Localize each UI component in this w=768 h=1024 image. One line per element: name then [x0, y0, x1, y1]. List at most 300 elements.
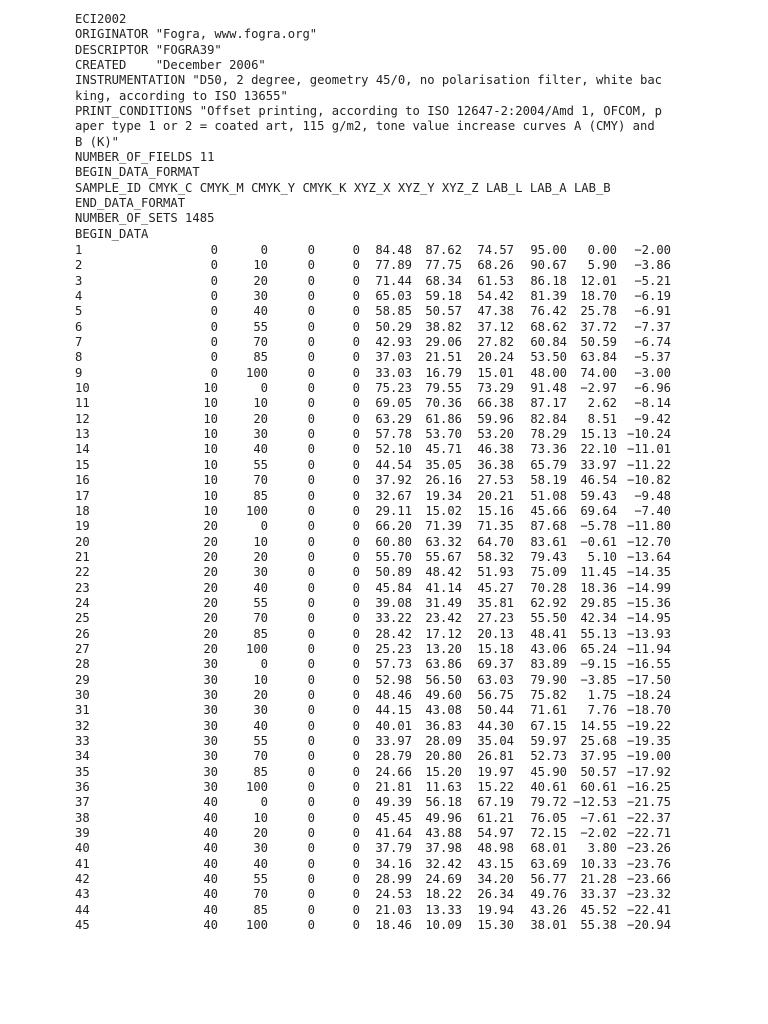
table-row — [75, 611, 695, 626]
lab-b-cell: −17.92 — [626, 764, 671, 779]
lab-l-cell: 86.18 — [530, 273, 567, 288]
lab-a-cell: 15.13 — [580, 427, 617, 442]
header-line: ORIGINATOR "Fogra, www.fogra.org" — [75, 27, 318, 42]
xyz-y-cell: 53.70 — [425, 427, 462, 442]
lab-b-cell: −13.93 — [626, 626, 671, 641]
cmyk-k-cell: 0 — [352, 365, 360, 380]
sample-id-cell: 33 — [75, 734, 90, 748]
xyz-x-cell: 24.53 — [375, 887, 412, 902]
cmyk-k-cell: 0 — [352, 503, 360, 518]
lab-l-cell: 67.15 — [530, 718, 567, 733]
table-row — [75, 289, 695, 304]
cmyk-k-cell: 0 — [352, 734, 360, 748]
sample-id-cell: 36 — [75, 780, 90, 795]
cmyk-y-cell: 0 — [307, 826, 315, 841]
lab-b-cell: −23.32 — [626, 887, 671, 902]
cmyk-m-cell: 10 — [253, 396, 268, 411]
xyz-x-cell: 45.45 — [375, 810, 412, 825]
cmyk-k-cell: 0 — [352, 810, 360, 825]
cmyk-c-cell: 10 — [203, 427, 218, 442]
xyz-z-cell: 20.24 — [477, 350, 514, 365]
cmyk-k-cell: 0 — [352, 626, 360, 641]
cmyk-c-cell: 10 — [203, 457, 218, 472]
table-row — [75, 412, 695, 427]
lab-a-cell: 7.76 — [587, 703, 617, 718]
lab-a-cell: 2.62 — [587, 396, 617, 411]
xyz-y-cell: 20.80 — [425, 749, 462, 764]
xyz-y-cell: 71.39 — [425, 519, 462, 534]
cmyk-y-cell: 0 — [307, 457, 315, 472]
xyz-z-cell: 61.53 — [477, 273, 514, 288]
header-line: CREATED "December 2006" — [75, 58, 266, 73]
header-line: PRINT_CONDITIONS "Offset printing, according to ISO 12647-2:2004/Amd 1, OFCOM, p — [75, 104, 662, 119]
xyz-x-cell: 49.39 — [375, 795, 412, 810]
lab-a-cell: −5.78 — [580, 519, 617, 534]
table-row — [75, 627, 695, 642]
cmyk-c-cell: 20 — [203, 519, 218, 534]
cmyk-c-cell: 0 — [210, 350, 218, 365]
sample-id-cell: 30 — [75, 687, 90, 702]
xyz-z-cell: 73.29 — [477, 381, 514, 396]
cmyk-k-cell: 0 — [352, 611, 360, 626]
xyz-y-cell: 56.50 — [425, 672, 462, 687]
xyz-z-cell: 54.42 — [477, 289, 514, 304]
xyz-x-cell: 57.73 — [375, 657, 412, 672]
sample-id-cell: 19 — [75, 519, 90, 534]
xyz-y-cell: 26.16 — [425, 473, 462, 488]
cmyk-m-cell: 0 — [260, 381, 268, 396]
xyz-z-cell: 71.35 — [477, 519, 514, 534]
header-line: king, according to ISO 13655" — [75, 88, 288, 103]
lab-b-cell: −17.50 — [626, 672, 671, 687]
cmyk-c-cell: 20 — [203, 611, 218, 626]
cmyk-m-cell: 100 — [245, 365, 268, 380]
cmyk-y-cell: 0 — [307, 258, 315, 273]
cmyk-y-cell: 0 — [307, 442, 315, 457]
cmyk-k-cell: 0 — [352, 335, 360, 350]
xyz-y-cell: 29.06 — [425, 335, 462, 350]
xyz-x-cell: 55.70 — [375, 549, 412, 564]
xyz-z-cell: 61.21 — [477, 810, 514, 825]
xyz-y-cell: 45.71 — [425, 442, 462, 457]
lab-l-cell: 78.29 — [530, 427, 567, 442]
xyz-z-cell: 15.01 — [477, 365, 514, 380]
cmyk-k-cell: 0 — [352, 519, 360, 534]
table-row — [75, 581, 695, 596]
cmyk-k-cell: 0 — [352, 795, 360, 810]
lab-l-cell: 71.61 — [530, 703, 567, 718]
cmyk-c-cell: 10 — [203, 503, 218, 518]
lab-a-cell: 45.52 — [580, 902, 617, 917]
lab-a-cell: 11.45 — [580, 565, 617, 580]
xyz-y-cell: 48.42 — [425, 565, 462, 580]
sample-id-cell: 21 — [75, 549, 90, 564]
header-line: BEGIN_DATA_FORMAT — [75, 165, 200, 180]
cmyk-k-cell: 0 — [352, 473, 360, 488]
cmyk-c-cell: 0 — [210, 319, 218, 334]
cmyk-m-cell: 70 — [253, 473, 268, 488]
xyz-z-cell: 59.96 — [477, 411, 514, 426]
cmyk-k-cell: 0 — [352, 872, 360, 887]
xyz-z-cell: 56.75 — [477, 687, 514, 702]
lab-a-cell: −2.97 — [580, 381, 617, 396]
sample-id-cell: 23 — [75, 580, 90, 595]
cmyk-k-cell: 0 — [352, 918, 360, 933]
lab-a-cell: 25.68 — [580, 734, 617, 748]
cmyk-k-cell: 0 — [352, 841, 360, 856]
xyz-x-cell: 50.29 — [375, 319, 412, 334]
table-row — [75, 749, 695, 764]
sample-id-cell: 17 — [75, 488, 90, 503]
xyz-z-cell: 44.30 — [477, 718, 514, 733]
sample-id-cell: 7 — [75, 335, 83, 350]
sample-id-cell: 11 — [75, 396, 90, 411]
xyz-x-cell: 24.66 — [375, 764, 412, 779]
cmyk-y-cell: 0 — [307, 641, 315, 656]
table-row — [75, 918, 695, 933]
sample-id-cell: 9 — [75, 365, 83, 380]
cmyk-m-cell: 10 — [253, 534, 268, 549]
lab-a-cell: 5.90 — [587, 258, 617, 273]
xyz-x-cell: 75.23 — [375, 381, 412, 396]
sample-id-cell: 15 — [75, 457, 90, 472]
header-line: aper type 1 or 2 = coated art, 115 g/m2, tone value increase curves A (CMY) and — [75, 119, 655, 134]
cmyk-k-cell: 0 — [352, 902, 360, 917]
xyz-y-cell: 17.12 — [425, 626, 462, 641]
xyz-y-cell: 24.69 — [425, 872, 462, 887]
sample-id-cell: 35 — [75, 764, 90, 779]
lab-l-cell: 68.01 — [530, 841, 567, 856]
cmyk-k-cell: 0 — [352, 488, 360, 503]
table-row — [75, 857, 695, 872]
xyz-x-cell: 48.46 — [375, 687, 412, 702]
xyz-x-cell: 37.92 — [375, 473, 412, 488]
xyz-z-cell: 43.15 — [477, 856, 514, 871]
xyz-x-cell: 71.44 — [375, 273, 412, 288]
cmyk-y-cell: 0 — [307, 856, 315, 871]
xyz-y-cell: 32.42 — [425, 856, 462, 871]
xyz-x-cell: 45.84 — [375, 580, 412, 595]
lab-b-cell: −15.36 — [626, 595, 671, 610]
xyz-y-cell: 49.96 — [425, 810, 462, 825]
cmyk-m-cell: 30 — [253, 703, 268, 718]
xyz-z-cell: 15.16 — [477, 503, 514, 518]
xyz-y-cell: 43.08 — [425, 703, 462, 718]
xyz-y-cell: 63.32 — [425, 534, 462, 549]
cmyk-y-cell: 0 — [307, 335, 315, 350]
cmyk-y-cell: 0 — [307, 427, 315, 442]
cmyk-y-cell: 0 — [307, 319, 315, 334]
cmyk-c-cell: 20 — [203, 626, 218, 641]
cmyk-m-cell: 85 — [253, 488, 268, 503]
xyz-y-cell: 77.75 — [425, 258, 462, 273]
cmyk-k-cell: 0 — [352, 381, 360, 396]
lab-b-cell: −6.91 — [634, 304, 671, 319]
cmyk-m-cell: 70 — [253, 335, 268, 350]
xyz-z-cell: 53.20 — [477, 427, 514, 442]
header-line: BEGIN_DATA — [75, 226, 149, 241]
table-row — [75, 903, 695, 918]
lab-l-cell: 70.28 — [530, 580, 567, 595]
cmyk-k-cell: 0 — [352, 442, 360, 457]
cmyk-k-cell: 0 — [352, 549, 360, 564]
cmyk-k-cell: 0 — [352, 687, 360, 702]
lab-a-cell: 18.70 — [580, 289, 617, 304]
cmyk-c-cell: 10 — [203, 473, 218, 488]
lab-l-cell: 79.72 — [530, 795, 567, 810]
cmyk-y-cell: 0 — [307, 703, 315, 718]
lab-b-cell: −11.22 — [626, 457, 671, 472]
xyz-z-cell: 50.44 — [477, 703, 514, 718]
table-row — [75, 396, 695, 411]
cmyk-c-cell: 10 — [203, 442, 218, 457]
cmyk-k-cell: 0 — [352, 534, 360, 549]
xyz-z-cell: 35.04 — [477, 734, 514, 748]
xyz-y-cell: 15.20 — [425, 764, 462, 779]
xyz-x-cell: 37.79 — [375, 841, 412, 856]
xyz-x-cell: 57.78 — [375, 427, 412, 442]
table-row — [75, 811, 695, 826]
sample-id-cell: 18 — [75, 503, 90, 518]
sample-id-cell: 45 — [75, 918, 90, 933]
xyz-z-cell: 68.26 — [477, 258, 514, 273]
cmyk-c-cell: 30 — [203, 764, 218, 779]
cmyk-c-cell: 20 — [203, 595, 218, 610]
cmyk-y-cell: 0 — [307, 841, 315, 856]
cmyk-k-cell: 0 — [352, 595, 360, 610]
cmyk-y-cell: 0 — [307, 595, 315, 610]
cmyk-c-cell: 40 — [203, 841, 218, 856]
xyz-z-cell: 19.97 — [477, 764, 514, 779]
cmyk-k-cell: 0 — [352, 319, 360, 334]
cmyk-k-cell: 0 — [352, 641, 360, 656]
cmyk-c-cell: 30 — [203, 687, 218, 702]
sample-id-cell: 8 — [75, 350, 83, 365]
table-row — [75, 719, 695, 734]
cmyk-y-cell: 0 — [307, 902, 315, 917]
cmyk-m-cell: 10 — [253, 672, 268, 687]
cmyk-m-cell: 0 — [260, 519, 268, 534]
header-line: NUMBER_OF_FIELDS 11 — [75, 150, 215, 165]
cmyk-y-cell: 0 — [307, 488, 315, 503]
cmyk-m-cell: 30 — [253, 289, 268, 304]
lab-a-cell: 5.10 — [587, 549, 617, 564]
xyz-z-cell: 35.81 — [477, 595, 514, 610]
lab-b-cell: −23.66 — [626, 872, 671, 887]
lab-l-cell: 49.76 — [530, 887, 567, 902]
sample-id-cell: 4 — [75, 289, 83, 304]
lab-b-cell: −14.95 — [626, 611, 671, 626]
xyz-x-cell: 84.48 — [375, 243, 412, 257]
xyz-z-cell: 15.22 — [477, 780, 514, 795]
xyz-y-cell: 50.57 — [425, 304, 462, 319]
lab-l-cell: 60.84 — [530, 335, 567, 350]
table-row — [75, 442, 695, 457]
xyz-y-cell: 43.88 — [425, 826, 462, 841]
xyz-z-cell: 19.94 — [477, 902, 514, 917]
cmyk-y-cell: 0 — [307, 764, 315, 779]
lab-a-cell: 50.59 — [580, 335, 617, 350]
lab-l-cell: 95.00 — [530, 243, 567, 257]
xyz-y-cell: 10.09 — [425, 918, 462, 933]
xyz-x-cell: 44.54 — [375, 457, 412, 472]
lab-l-cell: 87.68 — [530, 519, 567, 534]
table-row — [75, 565, 695, 580]
cmyk-c-cell: 40 — [203, 856, 218, 871]
xyz-x-cell: 63.29 — [375, 411, 412, 426]
lab-a-cell: −9.15 — [580, 657, 617, 672]
lab-b-cell: −22.71 — [626, 826, 671, 841]
lab-b-cell: −13.64 — [626, 549, 671, 564]
cmyk-k-cell: 0 — [352, 672, 360, 687]
xyz-y-cell: 23.42 — [425, 611, 462, 626]
lab-a-cell: 25.78 — [580, 304, 617, 319]
lab-b-cell: −5.37 — [634, 350, 671, 365]
xyz-x-cell: 44.15 — [375, 703, 412, 718]
sample-id-cell: 16 — [75, 473, 90, 488]
sample-id-cell: 32 — [75, 718, 90, 733]
table-row — [75, 734, 695, 749]
cmyk-m-cell: 30 — [253, 841, 268, 856]
cmyk-y-cell: 0 — [307, 519, 315, 534]
lab-a-cell: 60.61 — [580, 780, 617, 795]
cmyk-k-cell: 0 — [352, 289, 360, 304]
table-row — [75, 780, 695, 795]
xyz-y-cell: 49.60 — [425, 687, 462, 702]
xyz-y-cell: 13.20 — [425, 641, 462, 656]
cmyk-m-cell: 100 — [245, 503, 268, 518]
header-line: SAMPLE_ID CMYK_C CMYK_M CMYK_Y CMYK_K XYZ_X XYZ_Y XYZ_Z LAB_L LAB_A LAB_B — [75, 180, 611, 195]
xyz-x-cell: 50.89 — [375, 565, 412, 580]
lab-l-cell: 48.00 — [530, 365, 567, 380]
cmyk-y-cell: 0 — [307, 657, 315, 672]
sample-id-cell: 14 — [75, 442, 90, 457]
cmyk-c-cell: 0 — [210, 258, 218, 273]
lab-l-cell: 38.01 — [530, 918, 567, 933]
table-row — [75, 243, 695, 258]
lab-b-cell: −14.99 — [626, 580, 671, 595]
xyz-y-cell: 19.34 — [425, 488, 462, 503]
lab-b-cell: −9.42 — [634, 411, 671, 426]
xyz-y-cell: 70.36 — [425, 396, 462, 411]
cmyk-m-cell: 0 — [260, 243, 268, 257]
lab-b-cell: −22.37 — [626, 810, 671, 825]
cmyk-k-cell: 0 — [352, 396, 360, 411]
xyz-z-cell: 27.53 — [477, 473, 514, 488]
cmyk-m-cell: 10 — [253, 258, 268, 273]
cmyk-m-cell: 40 — [253, 304, 268, 319]
xyz-y-cell: 59.18 — [425, 289, 462, 304]
cmyk-y-cell: 0 — [307, 411, 315, 426]
sample-id-cell: 2 — [75, 258, 83, 273]
lab-b-cell: −23.76 — [626, 856, 671, 871]
xyz-z-cell: 74.57 — [477, 243, 514, 257]
lab-l-cell: 76.05 — [530, 810, 567, 825]
cmyk-m-cell: 70 — [253, 749, 268, 764]
sample-id-cell: 13 — [75, 427, 90, 442]
cmyk-c-cell: 20 — [203, 549, 218, 564]
xyz-y-cell: 55.67 — [425, 549, 462, 564]
lab-a-cell: 37.72 — [580, 319, 617, 334]
lab-b-cell: −7.40 — [634, 503, 671, 518]
xyz-x-cell: 58.85 — [375, 304, 412, 319]
cmyk-y-cell: 0 — [307, 795, 315, 810]
lab-a-cell: 18.36 — [580, 580, 617, 595]
lab-l-cell: 83.89 — [530, 657, 567, 672]
lab-b-cell: −8.14 — [634, 396, 671, 411]
cmyk-m-cell: 20 — [253, 687, 268, 702]
lab-l-cell: 43.06 — [530, 641, 567, 656]
cmyk-y-cell: 0 — [307, 243, 315, 257]
cmyk-k-cell: 0 — [352, 457, 360, 472]
xyz-y-cell: 63.86 — [425, 657, 462, 672]
lab-a-cell: 21.28 — [580, 872, 617, 887]
cmyk-m-cell: 20 — [253, 549, 268, 564]
cmyk-y-cell: 0 — [307, 350, 315, 365]
sample-id-cell: 22 — [75, 565, 90, 580]
table-row — [75, 458, 695, 473]
cmyk-y-cell: 0 — [307, 887, 315, 902]
cmyk-c-cell: 0 — [210, 304, 218, 319]
xyz-x-cell: 37.03 — [375, 350, 412, 365]
xyz-x-cell: 29.11 — [375, 503, 412, 518]
lab-b-cell: −23.26 — [626, 841, 671, 856]
xyz-y-cell: 31.49 — [425, 595, 462, 610]
cmyk-m-cell: 100 — [245, 641, 268, 656]
xyz-z-cell: 66.38 — [477, 396, 514, 411]
cmyk-c-cell: 40 — [203, 826, 218, 841]
sample-id-cell: 38 — [75, 810, 90, 825]
lab-a-cell: 37.95 — [580, 749, 617, 764]
sample-id-cell: 28 — [75, 657, 90, 672]
table-row — [75, 381, 695, 396]
table-row — [75, 688, 695, 703]
cmyk-m-cell: 40 — [253, 856, 268, 871]
cmyk-c-cell: 0 — [210, 289, 218, 304]
lab-a-cell: 63.84 — [580, 350, 617, 365]
table-row — [75, 274, 695, 289]
lab-a-cell: −0.61 — [580, 534, 617, 549]
lab-b-cell: −18.24 — [626, 687, 671, 702]
cmyk-y-cell: 0 — [307, 718, 315, 733]
xyz-x-cell: 52.98 — [375, 672, 412, 687]
cmyk-y-cell: 0 — [307, 872, 315, 887]
table-row — [75, 427, 695, 442]
lab-l-cell: 90.67 — [530, 258, 567, 273]
cmyk-c-cell: 40 — [203, 902, 218, 917]
lab-a-cell: 55.13 — [580, 626, 617, 641]
xyz-z-cell: 27.82 — [477, 335, 514, 350]
xyz-z-cell: 58.32 — [477, 549, 514, 564]
xyz-y-cell: 87.62 — [425, 243, 462, 257]
lab-l-cell: 83.61 — [530, 534, 567, 549]
table-row — [75, 504, 695, 519]
lab-l-cell: 62.92 — [530, 595, 567, 610]
lab-a-cell: 33.37 — [580, 887, 617, 902]
xyz-z-cell: 69.37 — [477, 657, 514, 672]
cmyk-k-cell: 0 — [352, 580, 360, 595]
lab-b-cell: −19.22 — [626, 718, 671, 733]
lab-a-cell: 3.80 — [587, 841, 617, 856]
xyz-z-cell: 15.18 — [477, 641, 514, 656]
lab-a-cell: 14.55 — [580, 718, 617, 733]
cmyk-m-cell: 40 — [253, 718, 268, 733]
sample-id-cell: 39 — [75, 826, 90, 841]
cmyk-k-cell: 0 — [352, 780, 360, 795]
xyz-z-cell: 37.12 — [477, 319, 514, 334]
xyz-z-cell: 15.30 — [477, 918, 514, 933]
table-row — [75, 350, 695, 365]
